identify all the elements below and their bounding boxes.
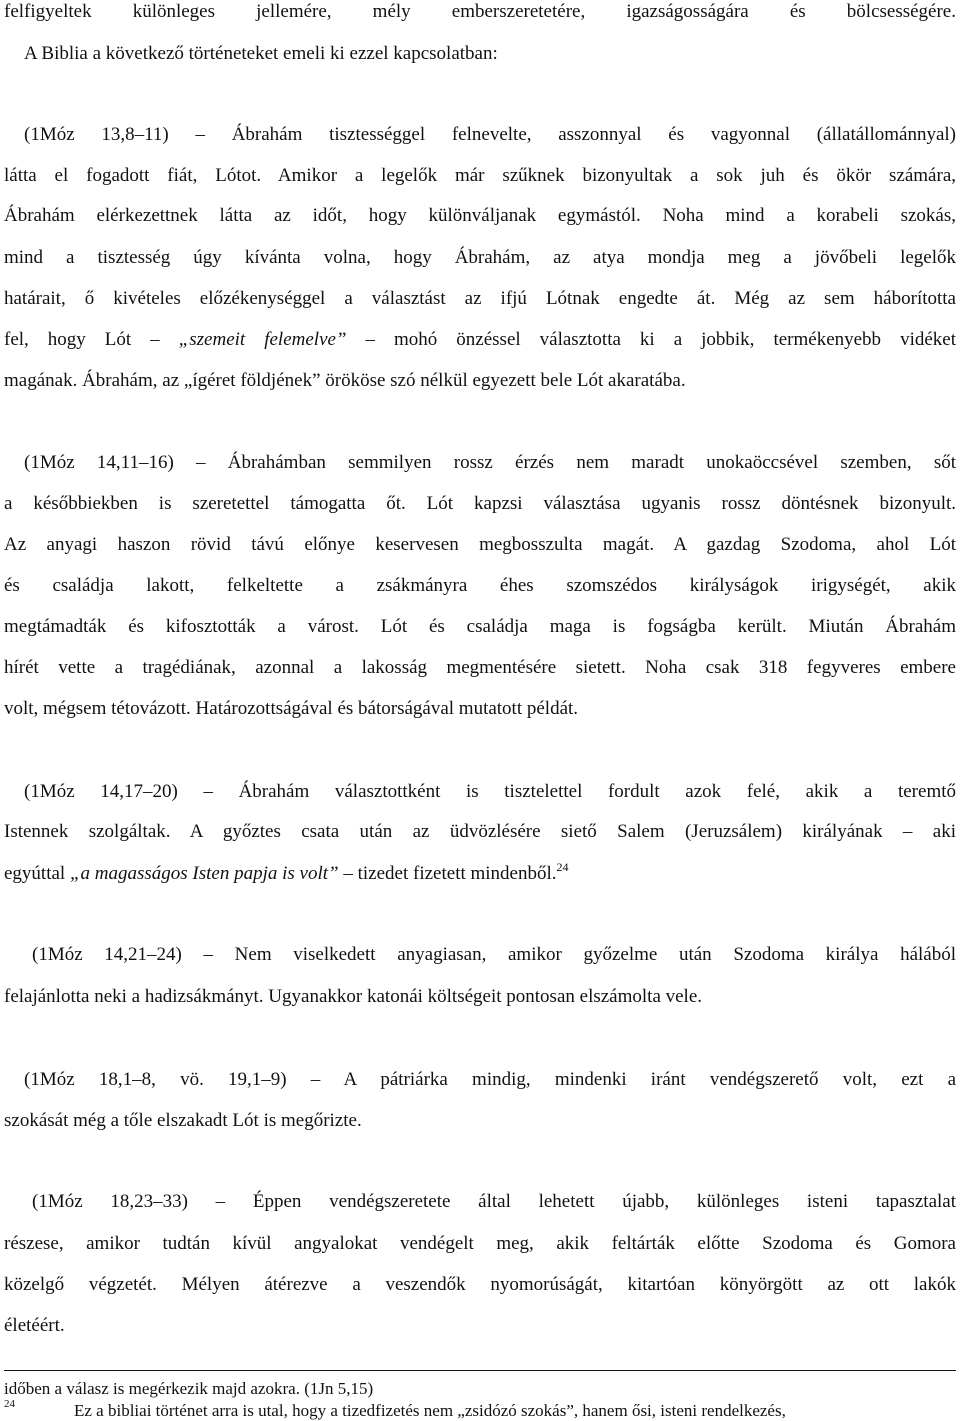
text-line: A Biblia a következő történeteket emeli ki ezzel kapcsolatban:	[24, 43, 498, 64]
text-line: határait, ő kivételes előzékenységgel a választást az ifjú Lótnak engedte át. Még az sem háborította	[4, 288, 956, 309]
text-line: (1Móz 14,17–20) – Ábrahám választottként is tisztelettel fordult azok felé, akik a teremtő	[24, 781, 956, 802]
footnote-marker: 24	[4, 1398, 15, 1410]
text-line: látta el fogadott fiát, Lótot. Amikor a legelők már szűknek bizonyultak a sok juh és ökör számára,	[4, 165, 956, 186]
text-line: Ábrahám elérkezettnek látta az időt, hogy különváljanak egymástól. Noha mind a korabeli szokás,	[4, 205, 956, 226]
text-line: mind a tisztesség úgy kívánta volna, hogy Ábrahám, az atya mondja meg a jövőbeli legelők	[4, 247, 956, 268]
text-line: (1Móz 18,23–33) – Éppen vendégszeretete által lehetett újabb, különleges isteni tapasztalat	[32, 1191, 956, 1212]
footnote-continuation: időben a válasz is megérkezik majd azokra. (1Jn 5,15)	[4, 1379, 374, 1398]
footnote-divider	[4, 1370, 956, 1371]
text-line: megtámadták és kifosztották a várost. Lót és családja maga is fogságba került. Miután Ábrahám	[4, 616, 956, 637]
text-line: fel, hogy Lót – „szemeit felemelve” – mohó önzéssel választotta ki a jobbik, termékenyebb vidéket	[4, 329, 956, 350]
text-line: Az anyagi haszon rövid távú előnye keservesen megbosszulta magát. A gazdag Szodoma, ahol Lót	[4, 534, 956, 555]
text-line: felfigyeltek különleges jellemére, mély emberszeretetére, igazságosságára és bölcsességére.	[4, 1, 956, 22]
text-line: részese, amikor tudtán kívül angyalokat vendégelt meg, akik feltárták előtte Szodoma és Gomora	[4, 1233, 956, 1254]
text-line: (1Móz 13,8–11) – Ábrahám tisztességgel felnevelte, asszonnyal és vagyonnal (állatállománnyal)	[24, 124, 956, 145]
text-line: (1Móz 18,1–8, vö. 19,1–9) – A pátriárka mindig, mindenki iránt vendégszerető volt, ezt a	[24, 1069, 956, 1090]
text-line: egyúttal „a magasságos Isten papja is volt” – tizedet fizetett mindenből.$^{24}$	[4, 860, 569, 884]
footnote-reference: 24	[556, 860, 569, 874]
text-line: és családja lakott, felkeltette a zsákmányra éhes szomszédos királyságok irigységét, akik	[4, 575, 956, 596]
text-line: közelgő végzetét. Mélyen átérezve a veszendők nyomorúságát, kitartóan könyörgött az ott lakók	[4, 1274, 956, 1295]
text-line: volt, mégsem tétovázott. Határozottságával és bátorságával mutatott példát.	[4, 698, 579, 719]
text-line: a későbbiekben is szeretettel támogatta őt. Lót kapzsi választása ugyanis rossz döntésnek bizonyult.	[4, 493, 956, 514]
italic-quote: „szemeit felemelve”	[178, 329, 347, 350]
footnote-text: Ez a bibliai történet arra is utal, hogy a tizedfizetés nem „zsidózó szokás”, hanem ősi, isteni rendelkezés,	[74, 1401, 786, 1420]
text-line: életéért.	[4, 1315, 65, 1336]
text-line: hírét vette a tragédiának, azonnal a lakosság megmentésére sietett. Noha csak 318 fegyveres embere	[4, 657, 956, 678]
text-line: szokását még a tőle elszakadt Lót is megőrizte.	[4, 1110, 362, 1131]
text-line: (1Móz 14,11–16) – Ábrahámban semmilyen rossz érzés nem maradt unokaöccsével szemben, sőt	[24, 452, 956, 473]
text-line: (1Móz 14,21–24) – Nem viselkedett anyagiasan, amikor győzelme után Szodoma királya hálából	[32, 944, 956, 965]
italic-quote: „a magasságos Isten papja is volt”	[69, 863, 339, 884]
text-line: magának. Ábrahám, az „ígéret földjének” örököse szó nélkül egyezett bele Lót akaratába.	[4, 370, 686, 391]
text-line: Istennek szolgáltak. A győztes csata után az üdvözlésére siető Salem (Jeruzsálem) királyának – aki	[4, 821, 956, 842]
text-line: felajánlotta neki a hadizsákmányt. Ugyanakkor katonái költségeit pontosan elszámolta vele.	[4, 986, 703, 1007]
